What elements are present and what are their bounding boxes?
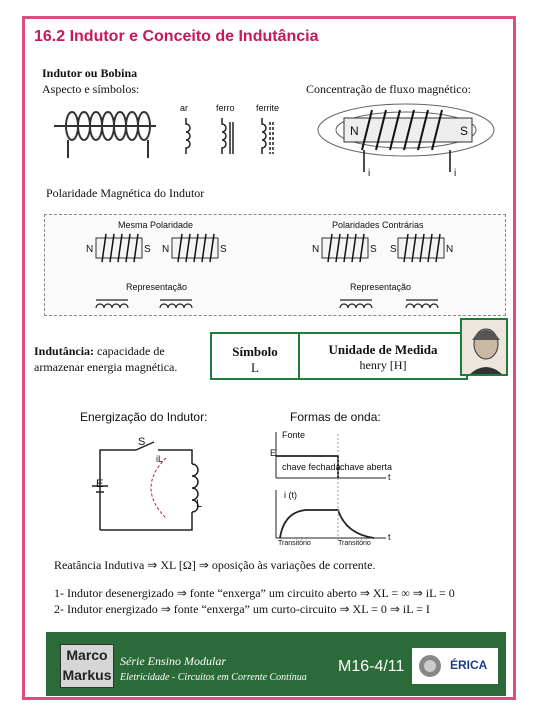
inductor-symbols	[176, 114, 296, 160]
coil-s-label: S	[460, 124, 469, 138]
indutancia-desc-2: armazenar energia magnética.	[34, 360, 178, 374]
representation-right: Representação	[350, 282, 412, 292]
symbol-title: Símbolo	[232, 344, 278, 359]
circuit-l-label: L	[196, 498, 203, 510]
energizing-circuit	[88, 430, 218, 550]
unit-box	[298, 332, 468, 380]
symbol-label-ar: ar	[180, 103, 189, 113]
svg-text:S: S	[220, 244, 227, 255]
symbol-value: L	[251, 360, 259, 375]
svg-text:S: S	[390, 244, 397, 255]
axis-t-1: t	[388, 472, 391, 482]
circuit-e-label: E	[96, 478, 104, 490]
erica-logo	[412, 648, 498, 684]
globe-icon	[418, 654, 442, 678]
svg-text:S: S	[144, 244, 151, 255]
item-1: 1- Indutor desenergizado ⇒ fonte “enxerga” um circuito aberto ⇒ XL = ∞ ⇒ iL = 0	[54, 586, 455, 600]
polarity-symbols	[90, 294, 490, 314]
marco-markus-logo	[60, 644, 114, 688]
wave-e-label: E	[270, 448, 277, 458]
concentration-label: Concentração de fluxo magnético:	[306, 82, 471, 96]
unit-value: henry [H]	[359, 358, 407, 372]
indutancia-line1	[34, 344, 165, 359]
svg-text:N: N	[446, 244, 454, 255]
symbol-label-ferro: ferro	[216, 103, 235, 113]
reatancia-text: Reatância Indutiva ⇒ XL [Ω] ⇒ oposição às variações de corrente.	[54, 558, 376, 572]
aspect-label: Aspecto e símbolos:	[42, 82, 140, 96]
chave-aberta-label: chave aberta	[340, 462, 393, 472]
unit-title: Unidade de Medida	[328, 342, 438, 357]
wave-fonte-label: Fonte	[282, 430, 306, 440]
erica-brand: ÉRICA	[450, 658, 488, 672]
wave-il-label: i (t)	[284, 490, 297, 500]
symbol-box	[210, 332, 300, 380]
logo-line-2: Markus	[62, 667, 112, 683]
coil-i2-label: i	[454, 168, 457, 179]
footer-subtitle: Eletricidade - Circuitos em Corrente Contínua	[120, 672, 307, 683]
svg-text:N: N	[312, 244, 320, 255]
page-title: 16.2 Indutor e Conceito de Indutância	[34, 28, 319, 45]
formas-title: Formas de onda:	[290, 410, 381, 424]
circuit-il-label: iL	[156, 454, 164, 464]
svg-text:S: S	[370, 244, 377, 255]
svg-text:N: N	[86, 244, 94, 255]
same-polarity-label: Mesma Polaridade	[118, 220, 194, 230]
flux-illustration	[314, 100, 500, 180]
transitorio-1: Transitório	[278, 540, 311, 547]
svg-text:N: N	[162, 244, 170, 255]
coil-i1-label: i	[368, 168, 371, 179]
transitorio-2: Transitório	[338, 540, 371, 547]
indutor-heading: Indutor ou Bobina	[42, 66, 138, 80]
coil-n-label: N	[350, 124, 359, 138]
polaridade-heading: Polaridade Magnética do Indutor	[46, 186, 205, 200]
chave-fechada-label: chave fechada	[282, 462, 341, 472]
opposite-polarity-label: Polaridades Contrárias	[332, 220, 424, 230]
item-2: 2- Indutor energizado ⇒ fonte “enxerga” um curto-circuito ⇒ XL = 0 ⇒ iL = I	[54, 602, 430, 616]
logo-line-1: Marco	[66, 647, 108, 663]
footer-series: Série Ensino Modular	[120, 654, 226, 668]
coil-illustration	[44, 100, 174, 162]
switch-s-label: S	[138, 436, 146, 448]
indutancia-label: Indutância:	[34, 344, 95, 358]
henry-portrait-icon	[460, 318, 508, 376]
axis-t-2: t	[388, 532, 391, 542]
symbol-label-ferrite: ferrite	[256, 103, 280, 113]
indutancia-desc-1: capacidade de	[97, 344, 165, 358]
representation-left: Representação	[126, 282, 188, 292]
energizacao-title: Energização do Indutor:	[80, 410, 208, 424]
footer-code: M16-4/11	[338, 658, 405, 675]
polarity-coils	[86, 232, 496, 272]
